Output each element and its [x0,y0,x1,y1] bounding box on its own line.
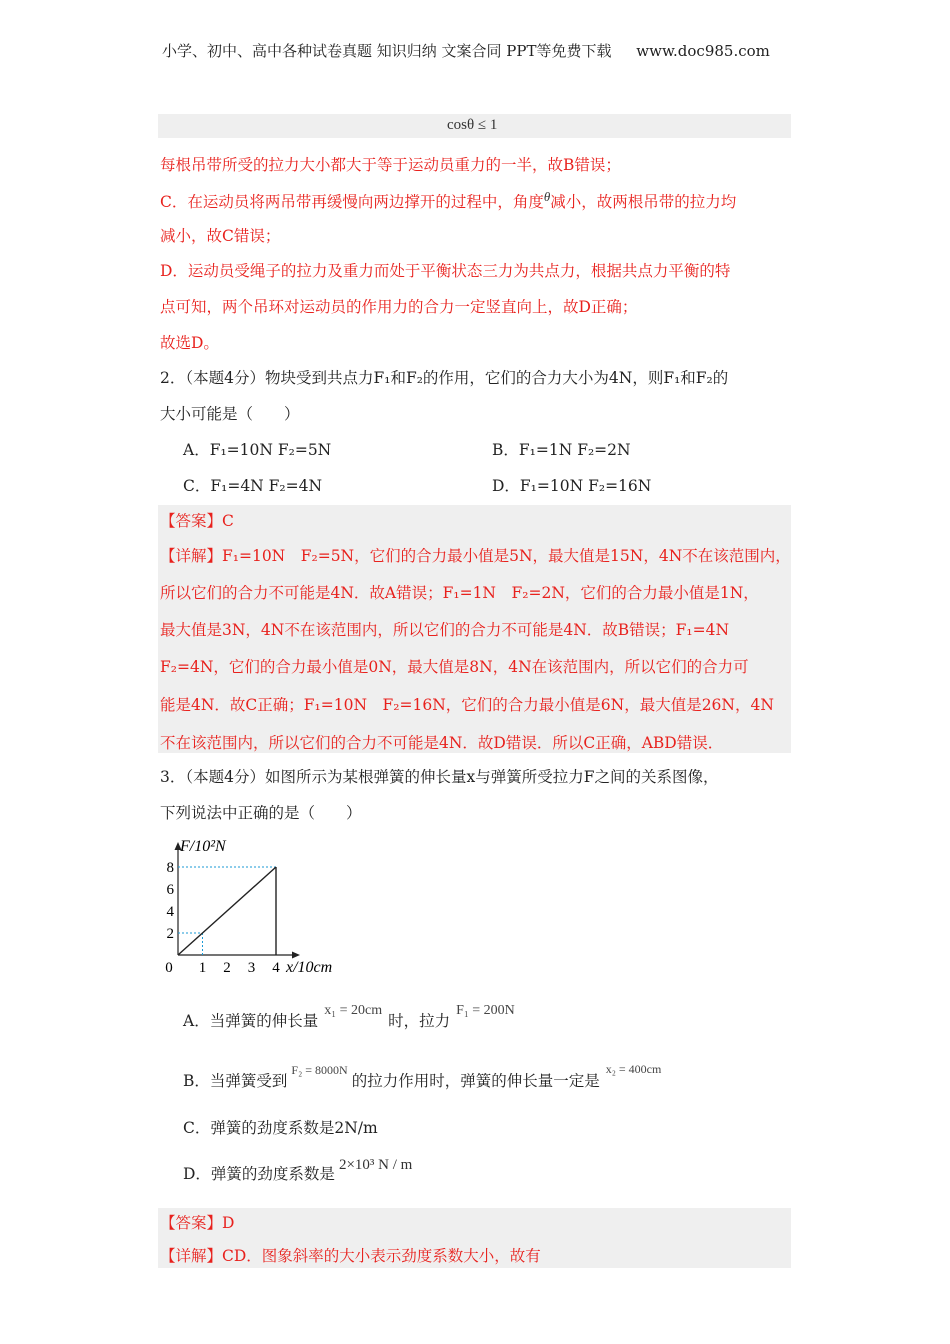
q2-option-a[interactable]: A．F₁=10N F₂=5N [183,441,332,459]
graph-x-label: x/10cm [286,959,333,976]
graph-y-label: F/10²N [180,838,226,855]
y-tick-label: 2 [166,926,174,942]
prev-option-d-line1: D．运动员受绳子的拉力及重力而处于平衡状态三力为共点力，根据共点力平衡的特 [160,262,731,280]
x-tick-label: 4 [272,960,280,976]
q2-detail-line3: 最大值是3N，4N不在该范围内，所以它们的合力不可能是4N．故B错误；F₁=4N [160,621,730,639]
q3-line2: 下列说法中正确的是（ ） [160,804,362,822]
q2-detail-line5: 能是4N．故C正确；F₁=10N F₂=16N，它们的合力最小值是6N，最大值是26N，4N [160,696,774,714]
series-line [178,867,276,955]
q2-line2: 大小可能是（ ） [160,405,300,423]
y-tick-label: 6 [166,882,174,898]
q2-option-b[interactable]: B．F₁=1N F₂=2N [492,441,631,459]
q2-answer: 【答案】C [160,512,234,530]
q2-detail-line6: 不在该范围内，所以它们的合力不可能是4N．故D错误．所以C正确，ABD错误． [160,734,724,752]
page-header [162,40,770,61]
q3-option-c[interactable]: C．弹簧的劲度系数是2N/m [183,1119,378,1137]
q2-option-d[interactable]: D．F₁=10N F₂=16N [492,477,652,495]
header-left-text: 小学、初中、高中各种试卷真题 知识归纳 文案合同 PPT等免费下载 [162,42,612,60]
q3-detail: 【详解】CD．图象斜率的大小表示劲度系数大小，故有 [160,1247,541,1265]
q3-answer: 【答案】D [160,1214,235,1232]
spring-graph [150,830,360,980]
q2-detail-line4: F₂=4N，它们的合力最小值是0N，最大值是8N，4N在该范围内，所以它们的合力可 [160,658,749,676]
prev-line1: 每根吊带所受的拉力大小都大于等于运动员重力的一半，故B错误； [160,156,621,174]
prev-option-c-line2: 减小，故C错误； [160,227,281,245]
q3-line1: 3．（本题4分）如图所示为某根弹簧的伸长量x与弹簧所受拉力F之间的关系图像， [160,768,719,786]
q3-option-b[interactable]: B．当弹簧受到$^{F_2 = 8000N}$的拉力作用时，弹簧的伸长量一定是$^{x_2 = 400cm}$ [183,1062,662,1090]
q2-option-c[interactable]: C．F₁=4N F₂=4N [183,477,323,495]
prev-option-d-line2: 点可知，两个吊环对运动员的作用力的合力一定竖直向上，故D正确； [160,298,638,316]
q2-detail-line2: 所以它们的合力不可能是4N．故A错误；F₁=1N F₂=2N，它们的合力最小值是1N， [160,584,759,602]
q2-line1: 2．（本题4分）物块受到共点力F₁和F₂的作用，它们的合力大小为4N，则F₁和F₂的 [160,369,729,387]
x-tick-label: 0 [165,960,173,976]
y-tick-label: 4 [166,904,174,920]
prev-choose: 故选D。 [160,334,219,352]
header-site[interactable]: www.doc985.com [636,42,770,60]
q2-detail-line1: 【详解】F₁=10N F₂=5N，它们的合力最小值是5N，最大值是15N，4N不在该范围内， [160,547,791,565]
x-tick-label: 3 [247,960,256,976]
y-tick-label: 8 [166,860,174,876]
prev-option-c-line1: C．在运动员将两吊带再缓慢向两边撑开的过程中，角度$^\theta$减小，故两根吊带的拉力均 [160,189,737,211]
graph-x-arrow [292,952,300,959]
q3-option-d[interactable]: D．弹簧的劲度系数是 2×10³ N / m [183,1157,413,1183]
x-tick-label: 2 [223,960,231,976]
q3-option-a[interactable]: A．当弹簧的伸长量x₁ = 20cm时，拉力F₁ = 200N [183,1003,515,1030]
x-tick-label: 1 [198,960,207,976]
formula-cos: cosθ ≤ 1 [447,117,498,133]
